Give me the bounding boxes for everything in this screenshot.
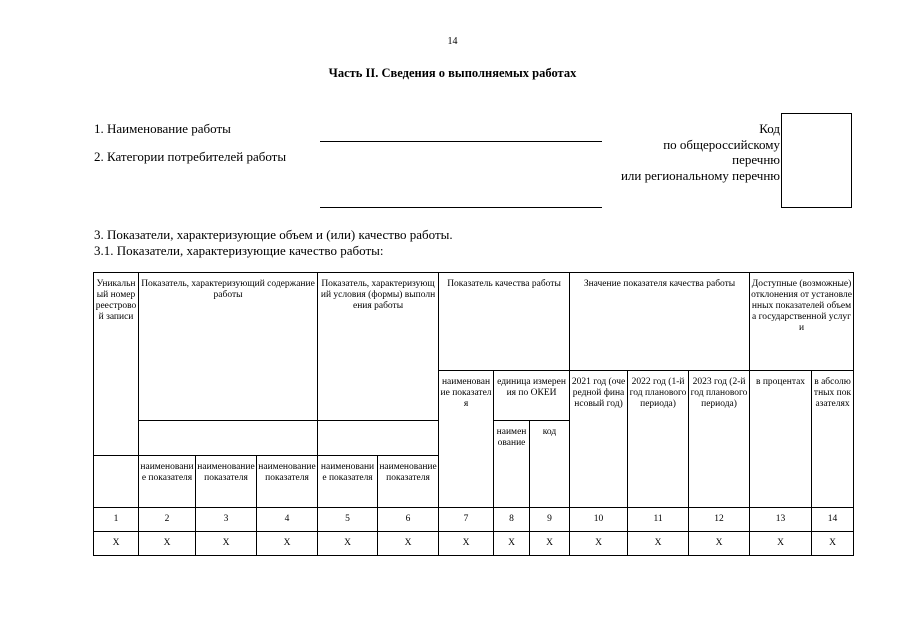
- header-conditions: Показатель, характеризующий условия (формы) выполнения работы: [318, 273, 439, 421]
- consumer-categories-label: 2. Категории потребителей работы: [94, 149, 287, 164]
- column-number: 14: [812, 508, 854, 532]
- table-cell[interactable]: Х: [628, 532, 689, 556]
- table-cell[interactable]: Х: [378, 532, 439, 556]
- column-number: 8: [494, 508, 530, 532]
- header-sub-name: наименование показателя: [257, 456, 318, 508]
- column-number: 10: [570, 508, 628, 532]
- table-cell[interactable]: Х: [689, 532, 750, 556]
- page-title: Часть II. Сведения о выполняемых работах: [328, 66, 577, 80]
- header-sub-name: наименование показателя: [318, 456, 378, 508]
- header-percent: в процентах: [750, 371, 812, 508]
- header-year-2021: 2021 год (очередной финансовый год): [570, 371, 628, 508]
- table-cell[interactable]: Х: [257, 532, 318, 556]
- unique-spacer: [94, 456, 139, 508]
- section3-heading: 3. Показатели, характеризующие объем и (или) качество работы.: [94, 227, 453, 242]
- header-quality: Показатель качества работы: [439, 273, 570, 371]
- code-label-line-3: перечню: [732, 152, 780, 167]
- table-cell[interactable]: Х: [196, 532, 257, 556]
- code-box[interactable]: [781, 113, 852, 208]
- header-unique-number: Уникальный номер реестровой записи: [94, 273, 139, 456]
- code-label-line-2: по общероссийскому: [663, 136, 780, 152]
- column-number: 2: [139, 508, 196, 532]
- table-cell[interactable]: Х: [94, 532, 139, 556]
- header-absolute: в абсолютных показателях: [812, 371, 854, 508]
- code-label-line-4: или региональному перечню: [620, 167, 780, 183]
- column-number: 11: [628, 508, 689, 532]
- consumer-categories-line[interactable]: [320, 207, 602, 208]
- code-label-line-1: Код: [759, 121, 780, 136]
- header-year-2023: 2023 год (2-й год планового периода): [689, 371, 750, 508]
- table-cell[interactable]: Х: [750, 532, 812, 556]
- header-sub-name: наименование показателя: [139, 456, 196, 508]
- header-unit-code: код: [530, 421, 570, 508]
- quality-table: [93, 272, 854, 556]
- table-cell[interactable]: Х: [439, 532, 494, 556]
- column-number: 6: [378, 508, 439, 532]
- content-spacer: [139, 421, 318, 456]
- column-number: 9: [530, 508, 570, 532]
- header-deviation: Доступные (возможные) отклонения от установленных показателей объема государственной услуги: [750, 273, 854, 371]
- column-number: 4: [257, 508, 318, 532]
- header-content: Показатель, характеризующий содержание работы: [139, 273, 318, 421]
- header-value: Значение показателя качества работы: [570, 273, 750, 371]
- table-cell[interactable]: Х: [318, 532, 378, 556]
- page-number: 14: [447, 36, 458, 47]
- header-unit: единица измерения по ОКЕИ: [494, 371, 570, 421]
- section3-1-heading: 3.1. Показатели, характеризующие качество работы:: [94, 243, 384, 258]
- work-name-line[interactable]: [320, 141, 602, 142]
- header-indicator-name: наименование показателя: [439, 371, 494, 508]
- work-name-label: 1. Наименование работы: [94, 121, 231, 136]
- header-unit-name: наименование: [494, 421, 530, 508]
- table-cell[interactable]: Х: [139, 532, 196, 556]
- column-number: 7: [439, 508, 494, 532]
- header-sub-name: наименование показателя: [378, 456, 439, 508]
- column-number: 5: [318, 508, 378, 532]
- table-cell[interactable]: Х: [570, 532, 628, 556]
- code-label: [621, 121, 780, 183]
- table-cell[interactable]: Х: [494, 532, 530, 556]
- conditions-spacer: [318, 421, 439, 456]
- column-number: 1: [94, 508, 139, 532]
- table-cell[interactable]: Х: [530, 532, 570, 556]
- column-number: 13: [750, 508, 812, 532]
- column-number: 12: [689, 508, 750, 532]
- header-year-2022: 2022 год (1-й год планового периода): [628, 371, 689, 508]
- column-number: 3: [196, 508, 257, 532]
- header-sub-name: наименование показателя: [196, 456, 257, 508]
- table-cell[interactable]: Х: [812, 532, 854, 556]
